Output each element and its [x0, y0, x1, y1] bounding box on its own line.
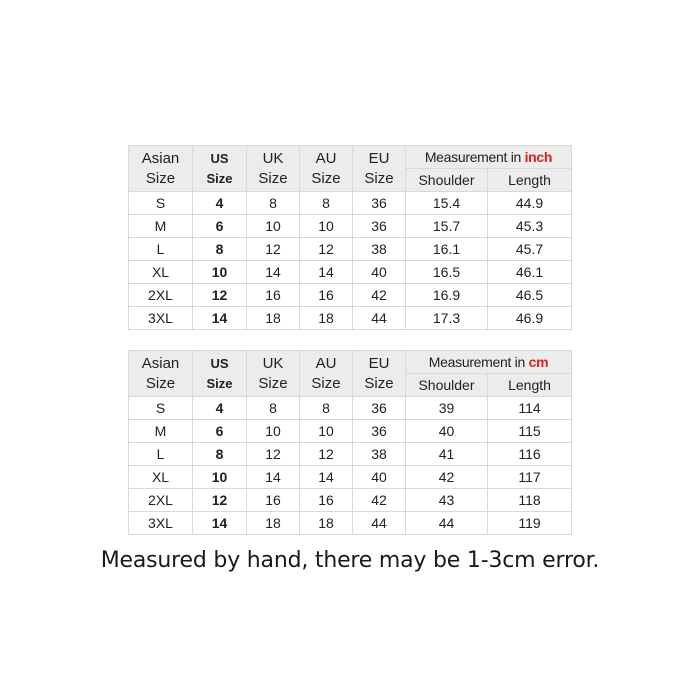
cell-uk-size: 10	[247, 215, 300, 238]
cell-eu-size: 44	[353, 512, 406, 535]
cell-uk-size: 8	[247, 192, 300, 215]
cell-eu-size: 38	[353, 238, 406, 261]
cell-au-size: 8	[300, 397, 353, 420]
header-shoulder: Shoulder	[406, 374, 488, 397]
cell-asian-size: 3XL	[129, 512, 193, 535]
cell-length: 117	[488, 466, 572, 489]
cell-au-size: 14	[300, 261, 353, 284]
table-row	[129, 489, 572, 512]
cell-au-size: 16	[300, 489, 353, 512]
cell-shoulder: 17.3	[406, 307, 488, 330]
cell-us-size: 10	[193, 466, 247, 489]
cell-eu-size: 40	[353, 261, 406, 284]
cell-us-size: 14	[193, 512, 247, 535]
cell-length: 116	[488, 443, 572, 466]
cell-us-size: 4	[193, 397, 247, 420]
cell-shoulder: 15.4	[406, 192, 488, 215]
cell-au-size: 10	[300, 215, 353, 238]
cell-us-size: 8	[193, 443, 247, 466]
cell-uk-size: 12	[247, 238, 300, 261]
cell-au-size: 10	[300, 420, 353, 443]
header-measurement: Measurement in cm	[406, 351, 572, 374]
cell-asian-size: XL	[129, 466, 193, 489]
table-row	[129, 420, 572, 443]
table-row	[129, 443, 572, 466]
header-length: Length	[488, 169, 572, 192]
cell-shoulder: 15.7	[406, 215, 488, 238]
header-au-size: AU Size	[300, 146, 353, 192]
cell-shoulder: 41	[406, 443, 488, 466]
table-header-row	[129, 351, 572, 374]
cell-asian-size: S	[129, 192, 193, 215]
header-uk-size: UK Size	[247, 146, 300, 192]
header-shoulder: Shoulder	[406, 169, 488, 192]
table-row	[129, 307, 572, 330]
cell-au-size: 18	[300, 307, 353, 330]
cell-shoulder: 44	[406, 512, 488, 535]
cell-au-size: 12	[300, 238, 353, 261]
cell-us-size: 12	[193, 489, 247, 512]
cell-uk-size: 10	[247, 420, 300, 443]
header-us-size: US Size	[193, 351, 247, 397]
cell-uk-size: 16	[247, 284, 300, 307]
cell-eu-size: 36	[353, 192, 406, 215]
size-table-inch	[128, 145, 572, 330]
header-measurement: Measurement in inch	[406, 146, 572, 169]
header-uk-size: UK Size	[247, 351, 300, 397]
header-asian-size: Asian Size	[129, 146, 193, 192]
unit-label: cm	[528, 354, 549, 370]
cell-uk-size: 8	[247, 397, 300, 420]
unit-label: inch	[524, 149, 553, 165]
cell-asian-size: 3XL	[129, 307, 193, 330]
cell-length: 44.9	[488, 192, 572, 215]
cell-shoulder: 39	[406, 397, 488, 420]
table-row	[129, 215, 572, 238]
cell-au-size: 18	[300, 512, 353, 535]
header-us-size: US Size	[193, 146, 247, 192]
cell-uk-size: 12	[247, 443, 300, 466]
cell-eu-size: 38	[353, 443, 406, 466]
cell-us-size: 6	[193, 420, 247, 443]
cell-us-size: 12	[193, 284, 247, 307]
table-header-row	[129, 146, 572, 169]
table-row	[129, 284, 572, 307]
cell-shoulder: 16.9	[406, 284, 488, 307]
cell-asian-size: M	[129, 215, 193, 238]
cell-length: 45.7	[488, 238, 572, 261]
cell-asian-size: M	[129, 420, 193, 443]
cell-us-size: 10	[193, 261, 247, 284]
cell-au-size: 12	[300, 443, 353, 466]
cell-uk-size: 14	[247, 261, 300, 284]
header-length: Length	[488, 374, 572, 397]
cell-au-size: 16	[300, 284, 353, 307]
cell-asian-size: 2XL	[129, 284, 193, 307]
cell-eu-size: 36	[353, 215, 406, 238]
size-table-cm	[128, 350, 572, 535]
cell-asian-size: L	[129, 238, 193, 261]
cell-length: 46.9	[488, 307, 572, 330]
cell-length: 118	[488, 489, 572, 512]
cell-au-size: 8	[300, 192, 353, 215]
table-row	[129, 512, 572, 535]
cell-shoulder: 43	[406, 489, 488, 512]
cell-length: 46.1	[488, 261, 572, 284]
cell-eu-size: 44	[353, 307, 406, 330]
cell-eu-size: 36	[353, 420, 406, 443]
cell-length: 115	[488, 420, 572, 443]
cell-us-size: 14	[193, 307, 247, 330]
cell-asian-size: S	[129, 397, 193, 420]
cell-uk-size: 16	[247, 489, 300, 512]
cell-uk-size: 14	[247, 466, 300, 489]
cell-shoulder: 16.1	[406, 238, 488, 261]
cell-length: 46.5	[488, 284, 572, 307]
cell-eu-size: 42	[353, 489, 406, 512]
cell-length: 119	[488, 512, 572, 535]
cell-us-size: 4	[193, 192, 247, 215]
header-eu-size: EU Size	[353, 351, 406, 397]
cell-shoulder: 16.5	[406, 261, 488, 284]
cell-asian-size: 2XL	[129, 489, 193, 512]
cell-shoulder: 42	[406, 466, 488, 489]
cell-length: 45.3	[488, 215, 572, 238]
table-row	[129, 192, 572, 215]
cell-eu-size: 36	[353, 397, 406, 420]
table-row	[129, 397, 572, 420]
cell-au-size: 14	[300, 466, 353, 489]
cell-us-size: 8	[193, 238, 247, 261]
cell-shoulder: 40	[406, 420, 488, 443]
table-row	[129, 261, 572, 284]
header-au-size: AU Size	[300, 351, 353, 397]
cell-length: 114	[488, 397, 572, 420]
header-eu-size: EU Size	[353, 146, 406, 192]
cell-asian-size: L	[129, 443, 193, 466]
cell-eu-size: 40	[353, 466, 406, 489]
cell-us-size: 6	[193, 215, 247, 238]
table-row	[129, 466, 572, 489]
cell-asian-size: XL	[129, 261, 193, 284]
cell-eu-size: 42	[353, 284, 406, 307]
table-row	[129, 238, 572, 261]
measurement-note: Measured by hand, there may be 1-3cm error.	[100, 548, 600, 573]
cell-uk-size: 18	[247, 307, 300, 330]
cell-uk-size: 18	[247, 512, 300, 535]
header-asian-size: Asian Size	[129, 351, 193, 397]
